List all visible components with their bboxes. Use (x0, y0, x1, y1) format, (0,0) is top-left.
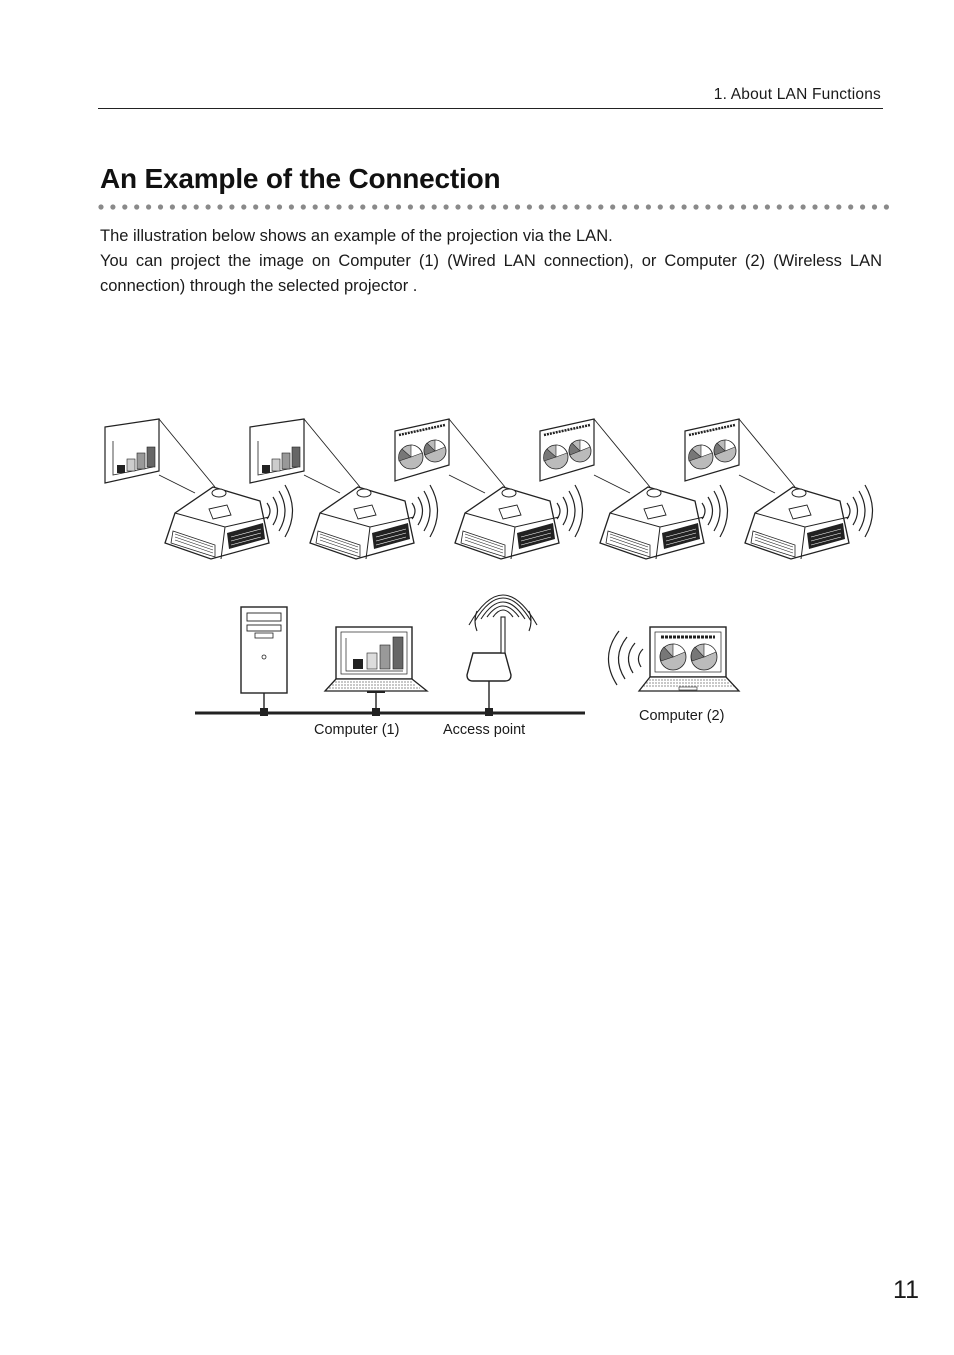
divider-dot (693, 204, 698, 209)
laptop-2-wireless-waves-icon (608, 631, 643, 685)
divider-dot (467, 204, 472, 209)
projection-beam (449, 419, 505, 493)
divider-dot (408, 204, 413, 209)
projector-icon (165, 487, 269, 559)
divider-dot (98, 204, 103, 209)
projection-beam (159, 419, 215, 493)
divider-dot (765, 204, 770, 209)
divider-dot (253, 204, 258, 209)
divider-dot (741, 204, 746, 209)
divider-dot (789, 204, 794, 209)
divider-dot (503, 204, 508, 209)
divider-dot (539, 204, 544, 209)
divider-dot (289, 204, 294, 209)
divider-dot (527, 204, 532, 209)
divider-dot (634, 204, 639, 209)
projection-beam (594, 419, 650, 493)
divider-dot (194, 204, 199, 209)
dotted-divider (97, 203, 889, 211)
divider-dot (491, 204, 496, 209)
divider-dot (444, 204, 449, 209)
divider-dot (670, 204, 675, 209)
projector-icon (310, 487, 414, 559)
divider-dot (277, 204, 282, 209)
divider-dot (777, 204, 782, 209)
divider-dot (479, 204, 484, 209)
divider-dot (229, 204, 234, 209)
header-rule (98, 108, 883, 109)
divider-dot (836, 204, 841, 209)
projected-screen-pie-chart-icon (395, 419, 449, 481)
divider-dot (563, 204, 568, 209)
divider-dot (432, 204, 437, 209)
projected-screen-pie-chart-icon (685, 419, 739, 481)
divider-dot (610, 204, 615, 209)
laptop-computer-1-icon (325, 627, 427, 716)
divider-dot (336, 204, 341, 209)
header-section-title: 1. About LAN Functions (713, 86, 881, 103)
divider-dot (313, 204, 318, 209)
divider-dot (717, 204, 722, 209)
divider-dot (170, 204, 175, 209)
divider-dot (110, 204, 115, 209)
laptop-computer-2-icon (639, 627, 739, 691)
divider-dot (598, 204, 603, 209)
divider-dot (134, 204, 139, 209)
access-point-label: Access point (443, 722, 526, 738)
computer-2-label: Computer (2) (639, 708, 725, 724)
divider-dot (301, 204, 306, 209)
divider-dot (812, 204, 817, 209)
divider-dot (705, 204, 710, 209)
divider-dot (515, 204, 520, 209)
divider-dot (551, 204, 556, 209)
wireless-waves-icon (557, 485, 583, 537)
divider-dot (729, 204, 734, 209)
divider-dot (241, 204, 246, 209)
projector-icon (455, 487, 559, 559)
divider-dot (860, 204, 865, 209)
computer-1-label: Computer (1) (314, 722, 400, 738)
page-number: 11 (893, 1276, 919, 1304)
divider-dot (158, 204, 163, 209)
desktop-computer-icon (241, 607, 287, 716)
access-point-icon (467, 595, 537, 716)
projector-unit-5 (685, 419, 873, 559)
projected-screen-pie-chart-icon (540, 419, 594, 481)
divider-dot (396, 204, 401, 209)
divider-dot (384, 204, 389, 209)
divider-dot (622, 204, 627, 209)
divider-dot (682, 204, 687, 209)
divider-dot (646, 204, 651, 209)
divider-dot (122, 204, 127, 209)
page-title: An Example of the Connection (100, 163, 501, 194)
divider-dot (801, 204, 806, 209)
divider-dot (325, 204, 330, 209)
divider-dot (206, 204, 211, 209)
divider-dot (848, 204, 853, 209)
divider-dot (372, 204, 377, 209)
wireless-waves-icon (267, 485, 293, 537)
projection-beam (739, 419, 795, 493)
divider-dot (420, 204, 425, 209)
projector-icon (600, 487, 704, 559)
wireless-waves-icon (702, 485, 728, 537)
divider-dot (658, 204, 663, 209)
projected-screen-bar-chart-icon (250, 419, 304, 483)
divider-dot (360, 204, 365, 209)
divider-dot (455, 204, 460, 209)
divider-dot (884, 204, 889, 209)
wireless-waves-icon (847, 485, 873, 537)
divider-dot (348, 204, 353, 209)
divider-dot (824, 204, 829, 209)
divider-dot (574, 204, 579, 209)
divider-dot (182, 204, 187, 209)
projected-screen-bar-chart-icon (105, 419, 159, 483)
projection-beam (304, 419, 360, 493)
divider-dot (217, 204, 222, 209)
divider-dot (265, 204, 270, 209)
divider-dot (753, 204, 758, 209)
intro-line-2: You can project the image on Computer (1) (Wired LAN connection), or Computer (2) (Wireless LAN connection) through the selected projector . (100, 252, 882, 295)
lan-connection-diagram (95, 405, 895, 750)
intro-line-1: The illustration below shows an example of the projection via the LAN. (100, 227, 613, 245)
divider-dot (586, 204, 591, 209)
intro-text (100, 224, 882, 299)
wireless-waves-icon (412, 485, 438, 537)
projector-icon (745, 487, 849, 559)
divider-dot (146, 204, 151, 209)
divider-dot (872, 204, 877, 209)
